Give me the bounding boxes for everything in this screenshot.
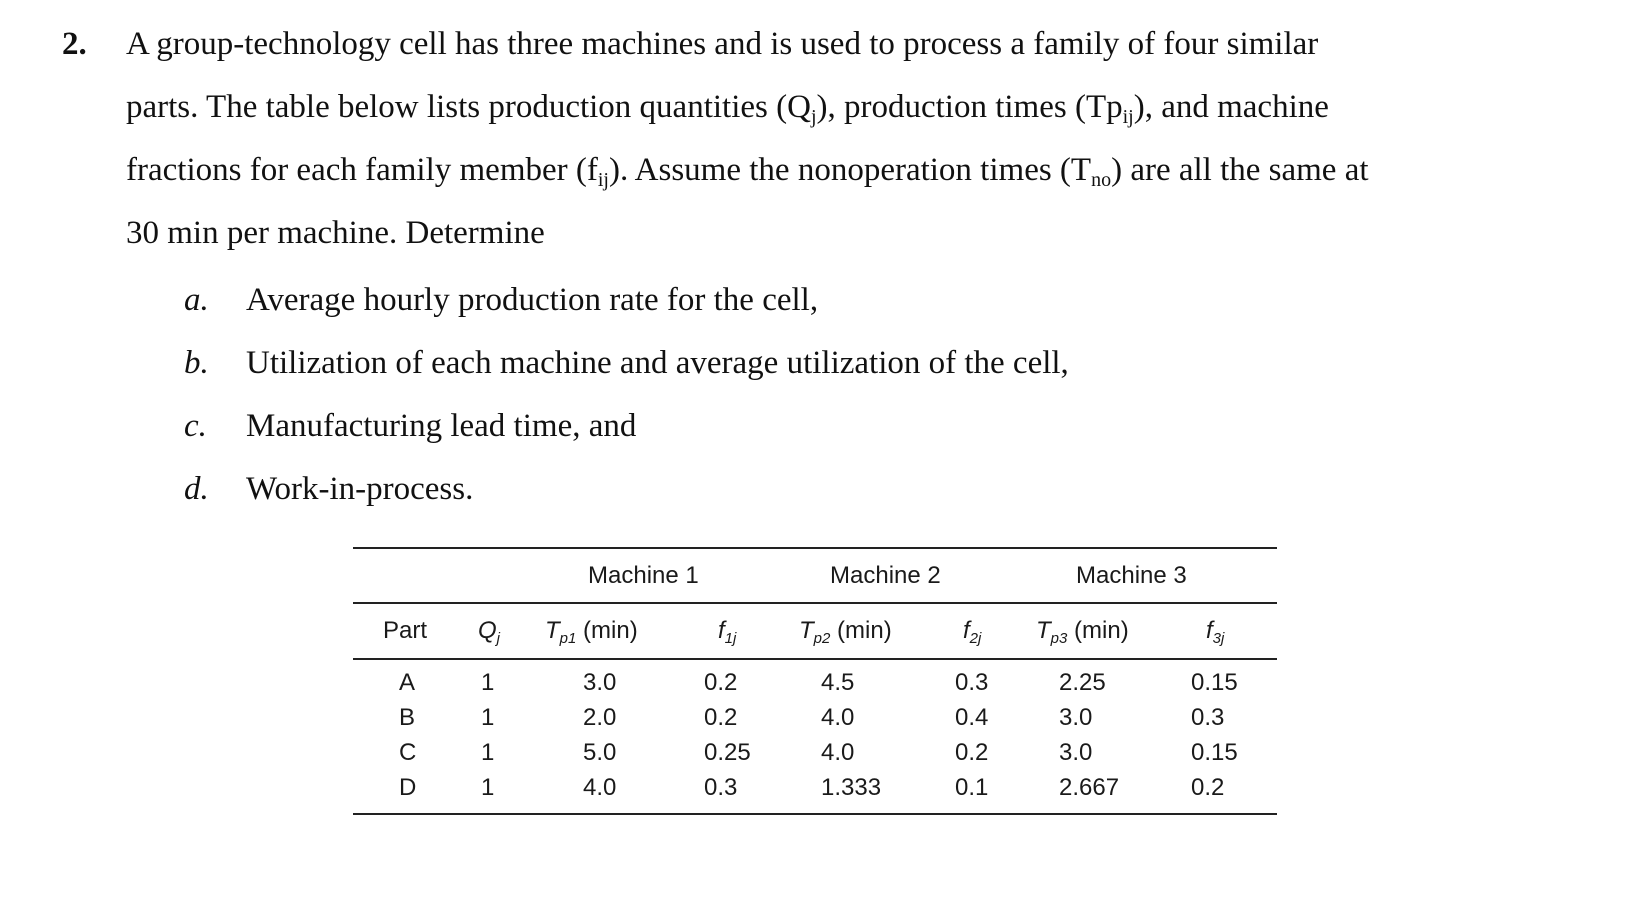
problem-line-2	[126, 85, 1329, 139]
problem-line-2-text-a: parts. The table below lists production quantities (Q	[126, 89, 811, 125]
cell-f2: 0.3	[955, 669, 989, 696]
cell-f2: 0.2	[955, 739, 989, 766]
col-header-f2-sub: 2j	[969, 630, 982, 647]
cell-tp3: 3.0	[1059, 739, 1093, 766]
cell-tp3: 2.25	[1059, 669, 1106, 696]
data-table	[353, 547, 1277, 817]
cell-tp1: 2.0	[583, 704, 617, 731]
cell-tp1: 3.0	[583, 669, 617, 696]
problem-line-3	[126, 148, 1369, 202]
col-header-tp1-symbol: T	[545, 617, 560, 644]
sub-question-letter: b.	[184, 345, 209, 381]
cell-part: C	[399, 739, 417, 766]
col-header-f3	[1206, 616, 1224, 654]
problem-line-3-text-c: ) are all the same at	[1111, 152, 1369, 188]
cell-f1: 0.3	[704, 774, 738, 801]
cell-f3: 0.15	[1191, 669, 1238, 696]
cell-f1: 0.2	[704, 704, 738, 731]
col-header-tp3-unit: (min)	[1067, 617, 1129, 644]
cell-f3: 0.2	[1191, 774, 1225, 801]
sub-question-text: Average hourly production rate for the cell,	[246, 282, 819, 318]
problem-line-2-sub-2: ij	[1122, 106, 1134, 128]
problem-line-3-sub-2: no	[1091, 169, 1112, 191]
cell-tp1: 5.0	[583, 739, 617, 766]
problem-line-4-text: 30 min per machine. Determine	[126, 215, 545, 251]
col-header-tp1-sub: p1	[559, 630, 577, 647]
col-header-q	[478, 616, 500, 654]
cell-tp2: 1.333	[821, 774, 882, 801]
cell-tp3: 2.667	[1059, 774, 1120, 801]
col-header-f1-symbol: f	[718, 617, 725, 644]
col-header-tp3	[1036, 616, 1129, 654]
col-header-q-sub: j	[496, 630, 501, 647]
col-header-f1	[718, 616, 736, 654]
sub-question-text: Work-in-process.	[246, 471, 474, 507]
problem-line-3-text-a: fractions for each family member (f	[126, 152, 598, 188]
cell-q: 1	[481, 704, 495, 731]
cell-tp2: 4.5	[821, 669, 855, 696]
cell-part: B	[399, 704, 416, 731]
machine-1-header: Machine 1	[588, 562, 699, 589]
sub-question-letter: c.	[184, 408, 207, 444]
sub-question-text: Manufacturing lead time, and	[246, 408, 637, 444]
problem-line-1	[126, 22, 1318, 66]
sub-question-text: Utilization of each machine and average utilization of the cell,	[246, 345, 1069, 381]
cell-part: D	[399, 774, 417, 801]
cell-part: A	[399, 669, 416, 696]
table-rule-bottom	[353, 813, 1277, 815]
col-header-f3-symbol: f	[1206, 617, 1213, 644]
cell-q: 1	[481, 739, 495, 766]
problem-line-3-text-b: ). Assume the nonoperation times (T	[609, 152, 1092, 188]
cell-q: 1	[481, 669, 495, 696]
machine-3-header: Machine 3	[1076, 562, 1187, 589]
col-header-tp3-sub: p3	[1050, 630, 1068, 647]
col-header-tp2-symbol: T	[799, 617, 814, 644]
problem-line-4	[126, 211, 545, 255]
col-header-f2-symbol: f	[963, 617, 970, 644]
col-header-tp3-symbol: T	[1036, 617, 1051, 644]
cell-tp3: 3.0	[1059, 704, 1093, 731]
col-header-part: Part	[383, 617, 428, 644]
sub-question-letter: d.	[184, 471, 209, 507]
sub-question-letter: a.	[184, 282, 209, 318]
problem-line-2-text-b: ), production times (Tp	[816, 89, 1123, 125]
problem-number: 2.	[62, 26, 87, 62]
cell-f3: 0.3	[1191, 704, 1225, 731]
problem-line-1-text: A group-technology cell has three machines and is used to process a family of four similar	[126, 26, 1319, 62]
col-header-tp1-unit: (min)	[576, 617, 638, 644]
col-header-f3-sub: 3j	[1212, 630, 1225, 647]
cell-tp2: 4.0	[821, 739, 855, 766]
col-header-tp2	[799, 616, 892, 654]
cell-tp2: 4.0	[821, 704, 855, 731]
col-header-tp1	[545, 616, 638, 654]
cell-q: 1	[481, 774, 495, 801]
table-rule-machines	[353, 602, 1277, 604]
cell-f2: 0.1	[955, 774, 989, 801]
table-rule-header	[353, 658, 1277, 660]
problem-line-2-text-c: ), and machine	[1133, 89, 1329, 125]
table-rule-top	[353, 547, 1277, 549]
cell-f1: 0.25	[704, 739, 751, 766]
cell-f3: 0.15	[1191, 739, 1238, 766]
problem-line-3-sub-1: ij	[597, 169, 609, 191]
col-header-f1-sub: 1j	[724, 630, 737, 647]
problem-line-2-sub-1: j	[810, 106, 817, 128]
cell-tp1: 4.0	[583, 774, 617, 801]
cell-f1: 0.2	[704, 669, 738, 696]
col-header-q-symbol: Q	[478, 617, 497, 644]
cell-f2: 0.4	[955, 704, 989, 731]
machine-2-header: Machine 2	[830, 562, 941, 589]
col-header-tp2-unit: (min)	[830, 617, 892, 644]
col-header-tp2-sub: p2	[813, 630, 831, 647]
col-header-f2	[963, 616, 981, 654]
